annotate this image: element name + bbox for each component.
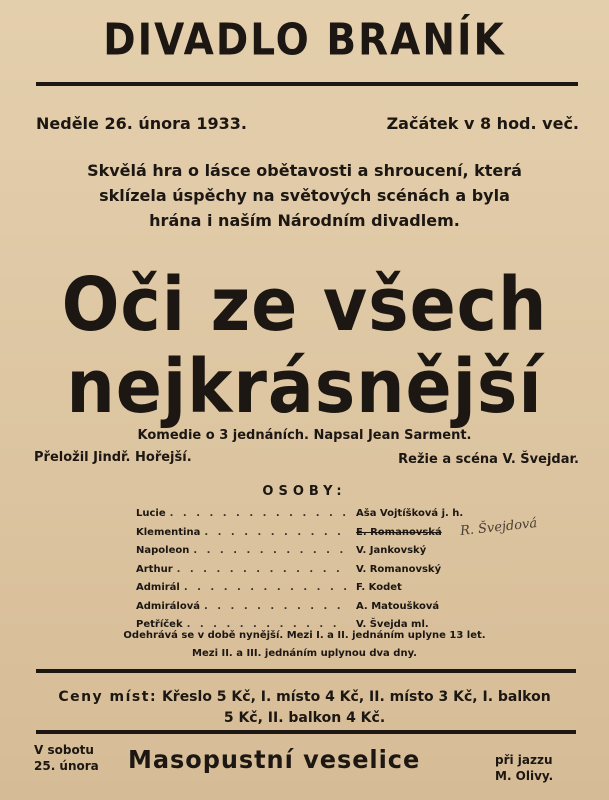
start-time: Začátek v 8 hod. več. (386, 114, 579, 133)
cast-actor: V. Švejda ml. (356, 619, 429, 630)
jazz-line-2: M. Olivy. (495, 769, 554, 783)
cast-row (136, 598, 476, 617)
cast-role: Admirál (136, 582, 180, 593)
cast-list (136, 505, 476, 635)
setting-note-line-1: Odehrává se v době nynější. Mezi I. a II. jednáním uplyne 13 let. (123, 630, 486, 641)
cast-actor: V. Jankovský (356, 545, 427, 556)
saturday-date (34, 742, 99, 774)
ticket-prices (0, 687, 609, 729)
performance-date: Neděle 26. února 1933. (36, 114, 248, 133)
play-title-line-1: Oči ze všech (61, 262, 548, 348)
jazz-line-1: při jazzu (495, 753, 553, 767)
cast-actor: V. Romanovský (356, 563, 442, 575)
leader-dots (193, 542, 352, 561)
setting-note-line-2: Mezi II. a III. jednáním uplynou dva dny. (192, 648, 417, 659)
cast-actor-struck: E. Romanovská (356, 526, 442, 538)
cast-actor: F. Kodet (356, 582, 402, 593)
carnival-event: Masopustní veselice (128, 745, 421, 774)
title-rule (36, 82, 578, 86)
director-credit: Režie a scéna V. Švejdar. (398, 452, 579, 467)
prices-top-rule (36, 669, 576, 673)
leader-dots (184, 579, 352, 598)
leader-dots (177, 561, 352, 580)
leader-dots (170, 505, 352, 524)
prices-bottom-rule (36, 730, 576, 734)
cast-actor: Aša Vojtíšková j. h. (356, 508, 464, 519)
cast-row (136, 561, 476, 580)
description-line-3: hrána i naším Národním divadlem. (149, 211, 460, 230)
saturday-line-2: 25. února (34, 759, 99, 773)
cast-role: Lucie (136, 508, 166, 519)
translator-credit: Přeložil Jindř. Hořejší. (34, 450, 192, 465)
description-line-2: sklízela úspěchy na světových scénách a byla (99, 186, 510, 205)
play-subtitle: Komedie o 3 jednáních. Napsal Jean Sarment. (137, 428, 472, 443)
cast-role: Napoleon (136, 545, 190, 556)
prices-line-2: 5 Kč, II. balkon 4 Kč. (223, 710, 386, 726)
jazz-credit (495, 752, 553, 784)
prices-line-1 (0, 687, 609, 708)
description-line-1: Skvělá hra o lásce obětavosti a shroucení, která (87, 161, 522, 180)
play-description (0, 158, 609, 233)
cast-role: Klementina (136, 526, 201, 538)
leader-dots (204, 598, 352, 617)
leader-dots (204, 524, 352, 543)
cast-heading: OSOBY: (262, 484, 347, 499)
cast-row (136, 505, 476, 524)
cast-role: Arthur (136, 563, 173, 575)
prices-text-1: Křeslo 5 Kč, I. místo 4 Kč, II. místo 3 Kč, I. balkon (161, 689, 551, 705)
cast-role: Admirálová (136, 600, 200, 612)
theatre-title: DIVADLO BRANÍK (103, 15, 506, 66)
cast-row (136, 579, 476, 598)
cast-role: Petříček (136, 619, 183, 630)
cast-actor: A. Matoušková (356, 600, 440, 612)
play-title-line-2: nejkrásnější (66, 344, 543, 430)
handwritten-correction: R. Švejdová (459, 516, 538, 539)
prices-label: Ceny míst: (58, 689, 158, 705)
saturday-line-1: V sobotu (34, 743, 94, 757)
cast-row (136, 524, 476, 543)
cast-row (136, 542, 476, 561)
